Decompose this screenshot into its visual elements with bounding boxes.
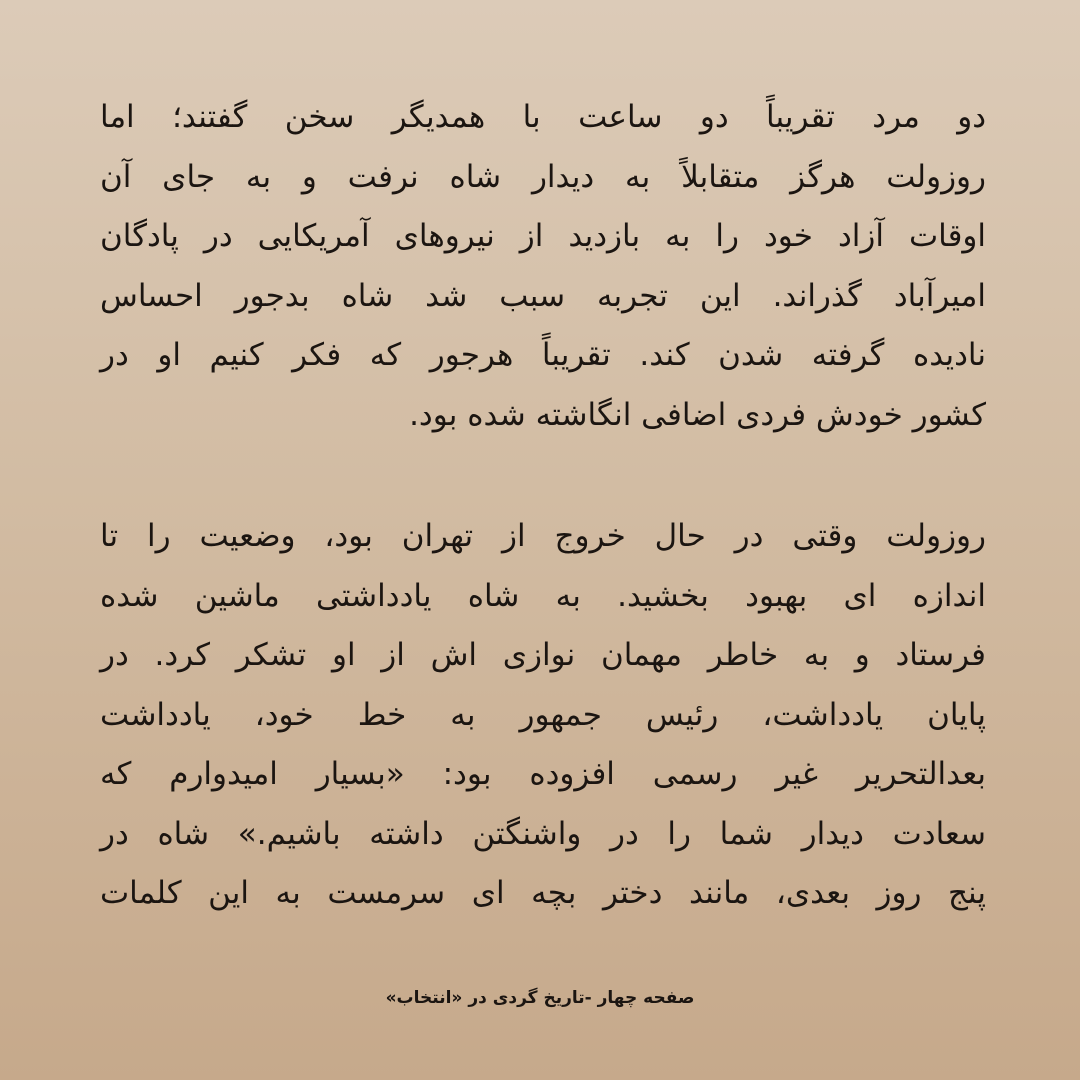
text-line: بعدالتحریر غیر رسمی افزوده بود: «بسیار امیدوارم که bbox=[100, 756, 986, 792]
text-line: پنج روز بعدی، مانند دختر بچه ای سرمست به این کلمات bbox=[100, 875, 986, 911]
text-line: فرستاد و به خاطر مهمان نوازی اش از او تشکر کرد. در bbox=[100, 637, 986, 673]
text-line: دو مرد تقریباً دو ساعت با همدیگر سخن گفتند؛ اما bbox=[100, 99, 986, 135]
text-line: کشور خودش فردی اضافی انگاشته شده بود. bbox=[409, 396, 986, 433]
article-body bbox=[100, 88, 986, 924]
text-line: روزولت هرگز متقابلاً به دیدار شاه نرفت و به جای آن bbox=[100, 158, 986, 195]
text-line: اوقات آزاد خود را به بازدید از نیروهای آمریکایی در پادگان bbox=[100, 218, 986, 254]
paragraph-1 bbox=[100, 88, 986, 445]
text-line: اندازه ای بهبود بخشید. به شاه یادداشتی ماشین شده bbox=[100, 577, 986, 614]
paragraph-2 bbox=[100, 507, 986, 924]
text-line: نادیده گرفته شدن کند. تقریباً هرجور که فکر کنیم او در bbox=[100, 337, 986, 373]
text-line: سعادت دیدار شما را در واشنگتن داشته باشیم.» شاه در bbox=[100, 815, 986, 852]
page-footer: صفحه چهار -تاریخ گردی در «انتخاب» bbox=[385, 988, 695, 1008]
text-line: روزولت وقتی در حال خروج از تهران بود، وضعیت را تا bbox=[100, 518, 986, 554]
text-line: امیرآباد گذراند. این تجربه سبب شد شاه بدجور احساس bbox=[100, 277, 986, 314]
text-line: پایان یادداشت، رئیس جمهور به خط خود، یادداشت bbox=[100, 696, 986, 733]
